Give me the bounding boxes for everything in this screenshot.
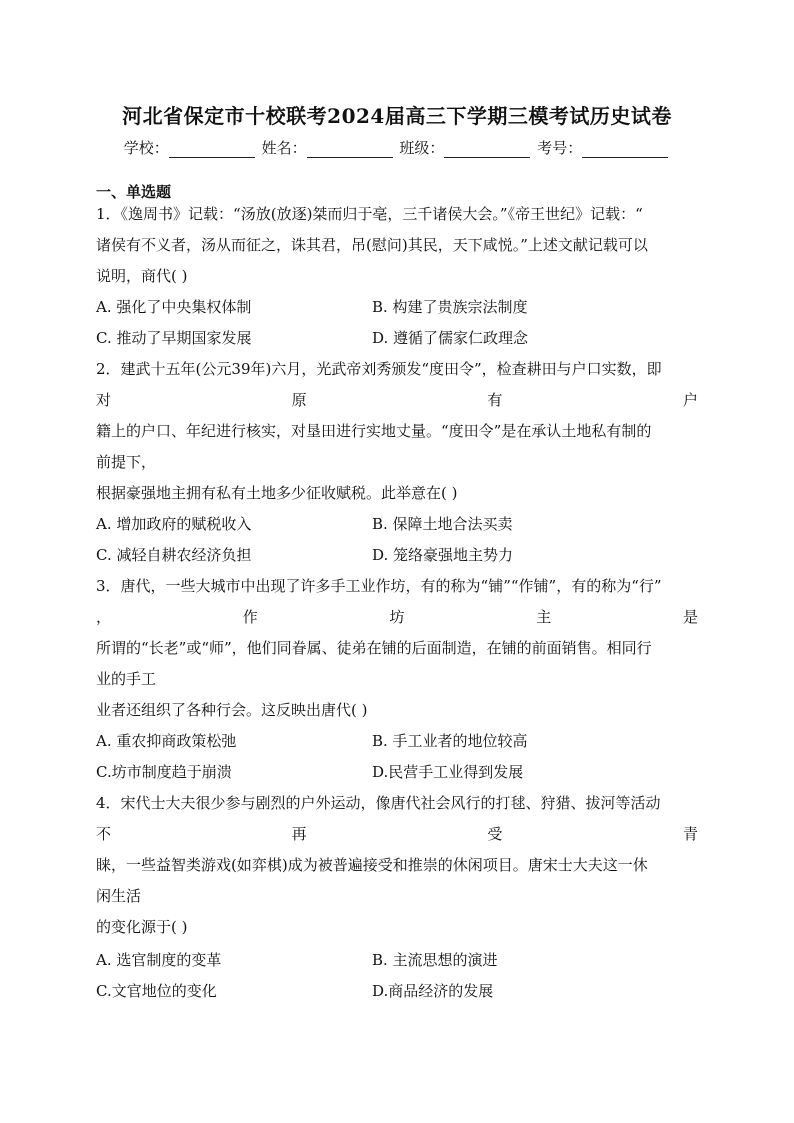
question-4-option-b[interactable]: B. 主流思想的演进 — [372, 951, 498, 969]
question-3-option-b[interactable]: B. 手工业者的地位较高 — [372, 732, 528, 750]
question-2-line: 2．建武十五年(公元39年)六月，光武帝刘秀颁发“度田令”，检查耕田与户口实数，即 — [96, 360, 662, 378]
question-1-option-b[interactable]: B. 构建了贵族宗法制度 — [372, 298, 528, 316]
question-2-option-c[interactable]: C. 减轻自耕农经济负担 — [96, 546, 252, 564]
question-3-option-d[interactable]: D.民营手工业得到发展 — [372, 763, 524, 781]
question-3-line: 业者还组织了各种行会。这反映出唐代( ) — [96, 701, 368, 719]
question-2-line: 籍上的户口、年纪进行核实，对垦田进行实地丈量。“度田令”是在承认土地私有制的 — [96, 422, 652, 440]
question-1-line: 说明，商代( ) — [96, 267, 188, 285]
field-class-label: 班级： — [399, 139, 445, 157]
question-4-line: 闲生活 — [96, 887, 142, 905]
question-4-option-c[interactable]: C.文官地位的变化 — [96, 982, 217, 1000]
question-2-word: 对 — [96, 391, 112, 409]
question-2-line: 前提下， — [96, 453, 157, 471]
question-4-line-justified — [96, 823, 698, 845]
question-1-option-d[interactable]: D. 遵循了儒家仁政理念 — [372, 329, 529, 347]
question-3-option-a[interactable]: A. 重农抑商政策松弛 — [96, 732, 237, 750]
question-1-line: 诸侯有不义者，汤从而征之，诛其君，吊(慰问)其民，天下咸悦。”上述文献记载可以 — [96, 236, 648, 254]
question-2-option-a[interactable]: A. 增加政府的赋税收入 — [96, 515, 252, 533]
question-4-line: 的变化源于( ) — [96, 918, 188, 936]
question-4-option-a[interactable]: A. 选官制度的变革 — [96, 951, 222, 969]
question-4-line: 4．宋代士大夫很少参与剧烈的户外运动，像唐代社会风行的打毬、狩猎、拔河等活动 — [96, 794, 661, 812]
field-school-label: 学校： — [123, 139, 169, 157]
question-4-word: 再 — [291, 825, 307, 843]
exam-title: 河北省保定市十校联考2024届高三下学期三模考试历史试卷 — [122, 104, 672, 128]
question-2-word: 原 — [291, 391, 307, 409]
question-4-word: 受 — [487, 825, 503, 843]
question-2-line-justified — [96, 389, 698, 411]
field-number-label: 考号： — [537, 139, 583, 157]
field-name-blank[interactable] — [307, 142, 393, 158]
question-3-line: 业的手工 — [96, 670, 157, 688]
question-3-word: 主 — [536, 608, 552, 626]
field-number-blank[interactable] — [582, 142, 668, 158]
question-3-line: 3．唐代，一些大城市中出现了许多手工业作坊，有的称为“铺”“作铺”，有的称为“行” — [96, 577, 662, 595]
student-info-row — [0, 137, 794, 158]
field-name-label: 姓名： — [261, 139, 307, 157]
question-3-line-justified — [96, 606, 698, 628]
question-2-option-b[interactable]: B. 保障土地合法买卖 — [372, 515, 513, 533]
question-3-word: ， — [96, 608, 112, 626]
field-school-blank[interactable] — [169, 142, 255, 158]
question-3-word: 是 — [682, 608, 698, 626]
question-3-word: 作 — [242, 608, 258, 626]
section-heading: 一、单选题 — [96, 183, 172, 201]
question-1-option-c[interactable]: C. 推动了早期国家发展 — [96, 329, 252, 347]
question-2-line: 根据豪强地主拥有私有土地多少征收赋税。此举意在( ) — [96, 484, 458, 502]
question-2-word: 有 — [487, 391, 503, 409]
question-3-option-c[interactable]: C.坊市制度趋于崩溃 — [96, 763, 232, 781]
question-4-line: 睐，一些益智类游戏(如弈棋)成为被普遍接受和推崇的休闲项目。唐宋士大夫这一休 — [96, 856, 648, 874]
question-2-option-d[interactable]: D. 笼络豪强地主势力 — [372, 546, 514, 564]
question-3-word: 坊 — [389, 608, 405, 626]
question-4-option-d[interactable]: D.商品经济的发展 — [372, 982, 494, 1000]
question-1-option-a[interactable]: A. 强化了中央集权体制 — [96, 298, 252, 316]
field-class-blank[interactable] — [444, 142, 530, 158]
question-3-line: 所谓的“长老”或“师”，他们同眷属、徒弟在铺的后面制造，在铺的前面销售。相同行 — [96, 639, 652, 657]
question-4-word: 青 — [682, 825, 698, 843]
question-1-line: 1．《逸周书》记载：“汤放(放逐)桀而归于亳，三千诸侯大会。”《帝王世纪》记载：“ — [96, 205, 643, 223]
question-2-word: 户 — [682, 391, 698, 409]
question-4-word: 不 — [96, 825, 112, 843]
